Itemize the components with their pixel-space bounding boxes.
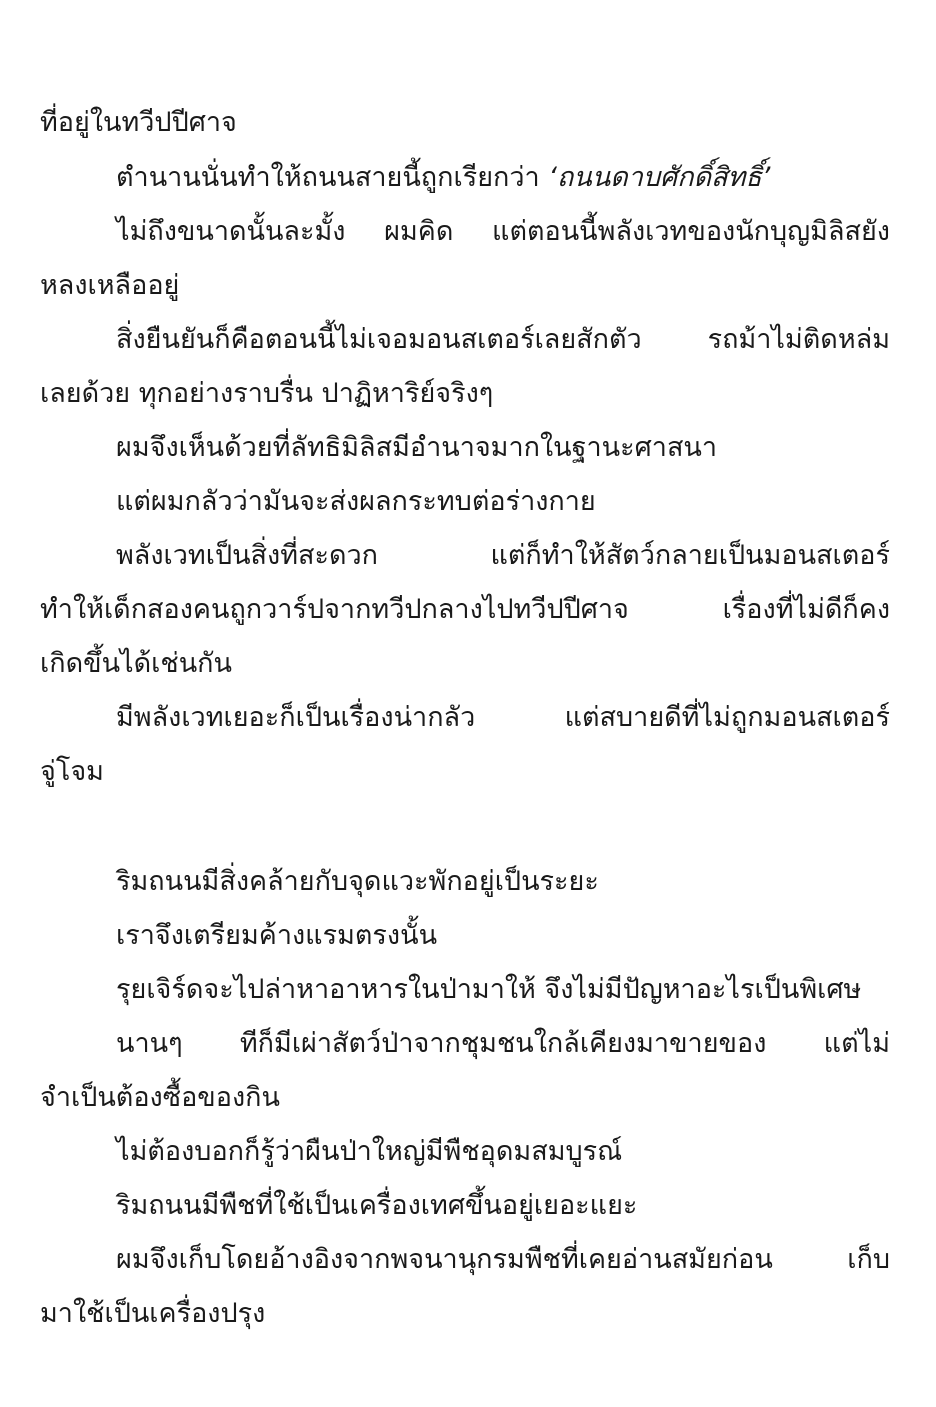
text-line-2-main: ตำนานนั่นทำให้ถนนสายนี้ถูกเรียกว่า (116, 162, 549, 193)
text-line-21: ผมจึงเก็บโดยอ้างอิงจากพจนานุกรมพืชที่เคยอ่านสมัยก่อน เก็บ (116, 1244, 890, 1275)
text-line-17: นานๆ ทีก็มีเผ่าสัตว์ป่าจากชุมชนใกล้เคียงมาขายของ แต่ไม่ (116, 1028, 890, 1059)
text-line-4: หลงเหลืออยู่ (40, 270, 180, 301)
road-name-italic: ‘ถนนดาบศักดิ์สิทธิ์’ (548, 162, 771, 193)
text-line-13: จู่โจม (40, 756, 104, 787)
text-line-22: มาใช้เป็นเครื่องปรุง (40, 1298, 266, 1329)
text-line-20: ริมถนนมีพืชที่ใช้เป็นเครื่องเทศขึ้นอยู่เยอะแยะ (116, 1190, 638, 1221)
text-line-6: เลยด้วย ทุกอย่างราบรื่น ปาฏิหาริย์จริงๆ (40, 378, 494, 409)
text-line-11: เกิดขึ้นได้เช่นกัน (40, 648, 232, 679)
text-line-10: ทำให้เด็กสองคนถูกวาร์ปจากทวีปกลางไปทวีปปีศาจ เรื่องที่ไม่ดีก็คง (40, 594, 890, 625)
text-line-7: ผมจึงเห็นด้วยที่ลัทธิมิลิสมีอำนาจมากในฐานะศาสนา (116, 432, 718, 463)
text-line-8: แต่ผมกลัวว่ามันจะส่งผลกระทบต่อร่างกาย (116, 486, 596, 517)
text-line-19: ไม่ต้องบอกก็รู้ว่าผืนป่าใหญ่มีพืชอุดมสมบูรณ์ (116, 1136, 623, 1167)
text-line-16: รุยเจิร์ดจะไปล่าหาอาหารในป่ามาให้ จึงไม่มีปัญหาอะไรเป็นพิเศษ (116, 974, 862, 1005)
text-line-5: สิ่งยืนยันก็คือตอนนี้ไม่เจอมอนสเตอร์เลยสักตัว รถม้าไม่ติดหล่ม (116, 324, 890, 355)
text-line-2 (116, 158, 890, 198)
text-line-15: เราจึงเตรียมค้างแรมตรงนั้น (116, 920, 438, 951)
text-line-3: ไม่ถึงขนาดนั้นละมั้ง ผมคิด แต่ตอนนี้พลังเวทของนักบุญมิลิสยัง (116, 216, 890, 247)
text-line-14: ริมถนนมีสิ่งคล้ายกับจุดแวะพักอยู่เป็นระยะ (116, 866, 599, 897)
text-line-9: พลังเวทเป็นสิ่งที่สะดวก แต่ก็ทำให้สัตว์กลายเป็นมอนสเตอร์ (116, 540, 890, 571)
text-line-18: จำเป็นต้องซื้อของกิน (40, 1082, 280, 1113)
text-line-12: มีพลังเวทเยอะก็เป็นเรื่องน่ากลัว แต่สบายดีที่ไม่ถูกมอนสเตอร์ (116, 702, 890, 733)
text-line-1: ที่อยู่ในทวีปปีศาจ (40, 107, 237, 138)
